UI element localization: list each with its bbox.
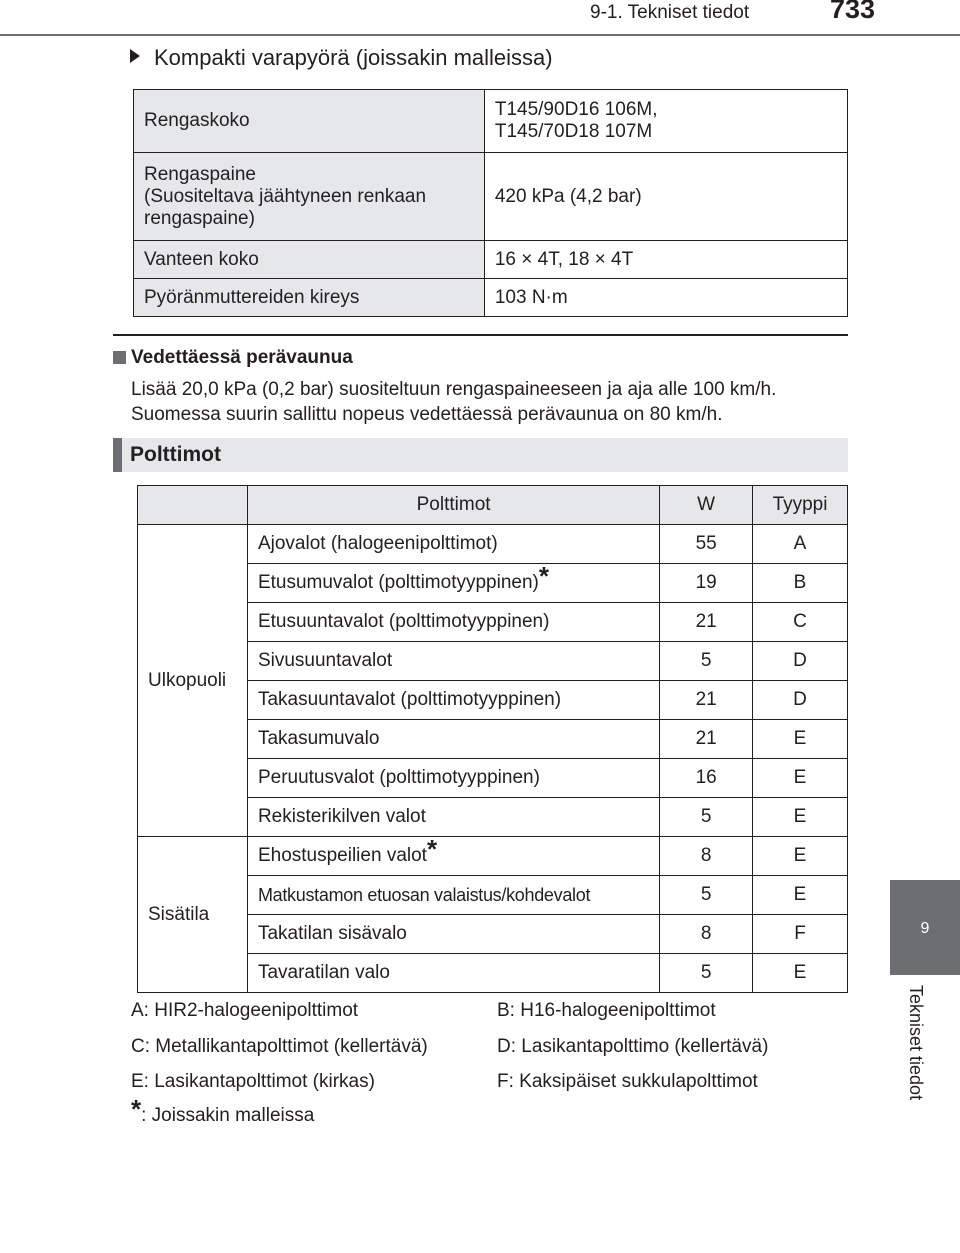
bulb-watts: 16 [660,759,753,798]
bulb-name: Etusuuntavalot (polttimotyyppinen) [247,603,659,642]
bulb-name: Peruutusvalot (polttimotyyppinen) [247,759,659,798]
bulb-type: E [753,720,848,759]
page-number: 733 [830,0,876,24]
bulb-name: Rekisterikilven valot [247,798,659,837]
bulb-type: A [753,525,848,564]
column-header-watts: W [660,486,753,525]
table-row [134,279,848,317]
bulb-type: D [753,642,848,681]
towing-heading [113,347,353,369]
bulb-type: E [753,798,848,837]
section-title: 9-1. Tekniset tiedot [590,2,750,23]
legend-b: B: H16-halogeenipolttimot [497,1000,716,1021]
bulb-name: Ehostuspeilien valot [257,845,427,866]
legend-c: C: Metallikantapolttimot (kellertävä) [131,1036,428,1057]
towing-heading-text: Vedettäessä perävaunua [131,347,353,368]
bulb-watts: 5 [660,642,753,681]
bulb-name: Takasumuvalo [247,720,659,759]
legend-a: A: HIR2-halogeenipolttimot [131,1000,359,1021]
table-row [134,153,848,241]
bulb-watts: 19 [660,564,753,603]
footnote-text: : Joissakin malleissa [141,1105,315,1126]
towing-line: Lisää 20,0 kPa (0,2 bar) suositeltuun rengaspaineeseen ja aja alle 100 km/h. [131,379,777,400]
bulb-type: F [753,915,848,954]
table-cell-label [134,153,485,241]
spare-wheel-heading-text: Kompakti varapyörä (joissakin malleissa) [154,45,553,70]
bulb-watts: 5 [660,954,753,993]
section-accent [113,438,122,472]
bulb-name: Sivusuuntavalot [247,642,659,681]
table-row [138,837,848,876]
group-cell: Ulkopuoli [138,525,248,837]
label-line: rengaspaine) [144,207,255,229]
column-header-type: Tyyppi [753,486,848,525]
chapter-label: Tekniset tiedot [906,985,926,1101]
bulb-name: Ajovalot (halogeenipolttimot) [247,525,659,564]
chapter-tab [890,880,960,975]
bulbs-table [137,485,848,993]
bulb-name: Matkustamon etuosan valaistus/kohdevalot [247,876,659,915]
bulb-name: Takatilan sisävalo [247,915,659,954]
bulb-type: E [753,876,848,915]
label-line: (Suositeltava jäähtyneen renkaan [144,185,427,207]
legend-d: D: Lasikantapolttimo (kellertävä) [497,1036,769,1057]
table-cell-value [484,90,847,153]
bulb-watts: 21 [660,681,753,720]
bulb-watts: 21 [660,720,753,759]
divider [113,334,848,336]
bulbs-section-bar [113,438,848,472]
bulb-name-cell [247,561,659,603]
square-bullet-icon [113,351,126,364]
spare-wheel-table [133,89,848,317]
bulb-watts: 5 [660,798,753,837]
bulb-watts: 21 [660,603,753,642]
legend-e: E: Lasikantapolttimot (kirkas) [131,1071,375,1092]
bulb-name: Tavaratilan valo [247,954,659,993]
bulb-name-cell [247,834,659,876]
table-header-row [138,486,848,525]
bulb-name: Takasuuntavalot (polttimotyyppinen) [247,681,659,720]
bulb-name: Etusumuvalot (polttimotyyppinen) [257,572,539,593]
bulb-type: D [753,681,848,720]
table-cell-label: Pyöränmuttereiden kireys [134,279,485,317]
bulb-type: E [753,954,848,993]
column-header-bulbs: Polttimot [247,486,659,525]
table-cell-value: 103 N·m [484,279,847,317]
bulb-watts: 5 [660,876,753,915]
bulbs-section-title: Polttimot [130,443,221,466]
bulb-type: E [753,837,848,876]
towing-text [131,377,851,427]
chapter-number: 9 [920,920,930,937]
table-row [138,525,848,564]
legend-f: F: Kaksipäiset sukkulapolttimot [497,1071,758,1092]
table-cell-value: 420 kPa (4,2 bar) [484,153,847,241]
bulb-type: E [753,759,848,798]
bulb-watts: 55 [660,525,753,564]
table-cell-value: 16 × 4T, 18 × 4T [484,241,847,279]
towing-line: Suomessa suurin sallittu nopeus vedettäessä perävaunua on 80 km/h. [131,404,723,425]
footnote-star: * [426,834,438,864]
value-line: T145/90D16 106M, [494,99,658,120]
label-line: Rengaspaine [144,163,256,185]
footnote-star: * [131,1094,142,1124]
footnote-star: * [538,561,549,591]
bulb-type: B [753,564,848,603]
header-rule [0,34,960,36]
table-cell-label: Rengaskoko [134,90,485,153]
bulb-watts: 8 [660,837,753,876]
arrow-right-icon [130,49,140,63]
bulb-watts: 8 [660,915,753,954]
table-cell-label: Vanteen koko [134,241,485,279]
bulb-type: C [753,603,848,642]
column-header-group [138,486,248,525]
table-row [134,241,848,279]
value-line: T145/70D18 107M [494,121,653,142]
footnote [131,1094,315,1127]
spare-wheel-heading [130,45,553,71]
group-cell: Sisätila [138,837,248,993]
table-row [134,90,848,153]
